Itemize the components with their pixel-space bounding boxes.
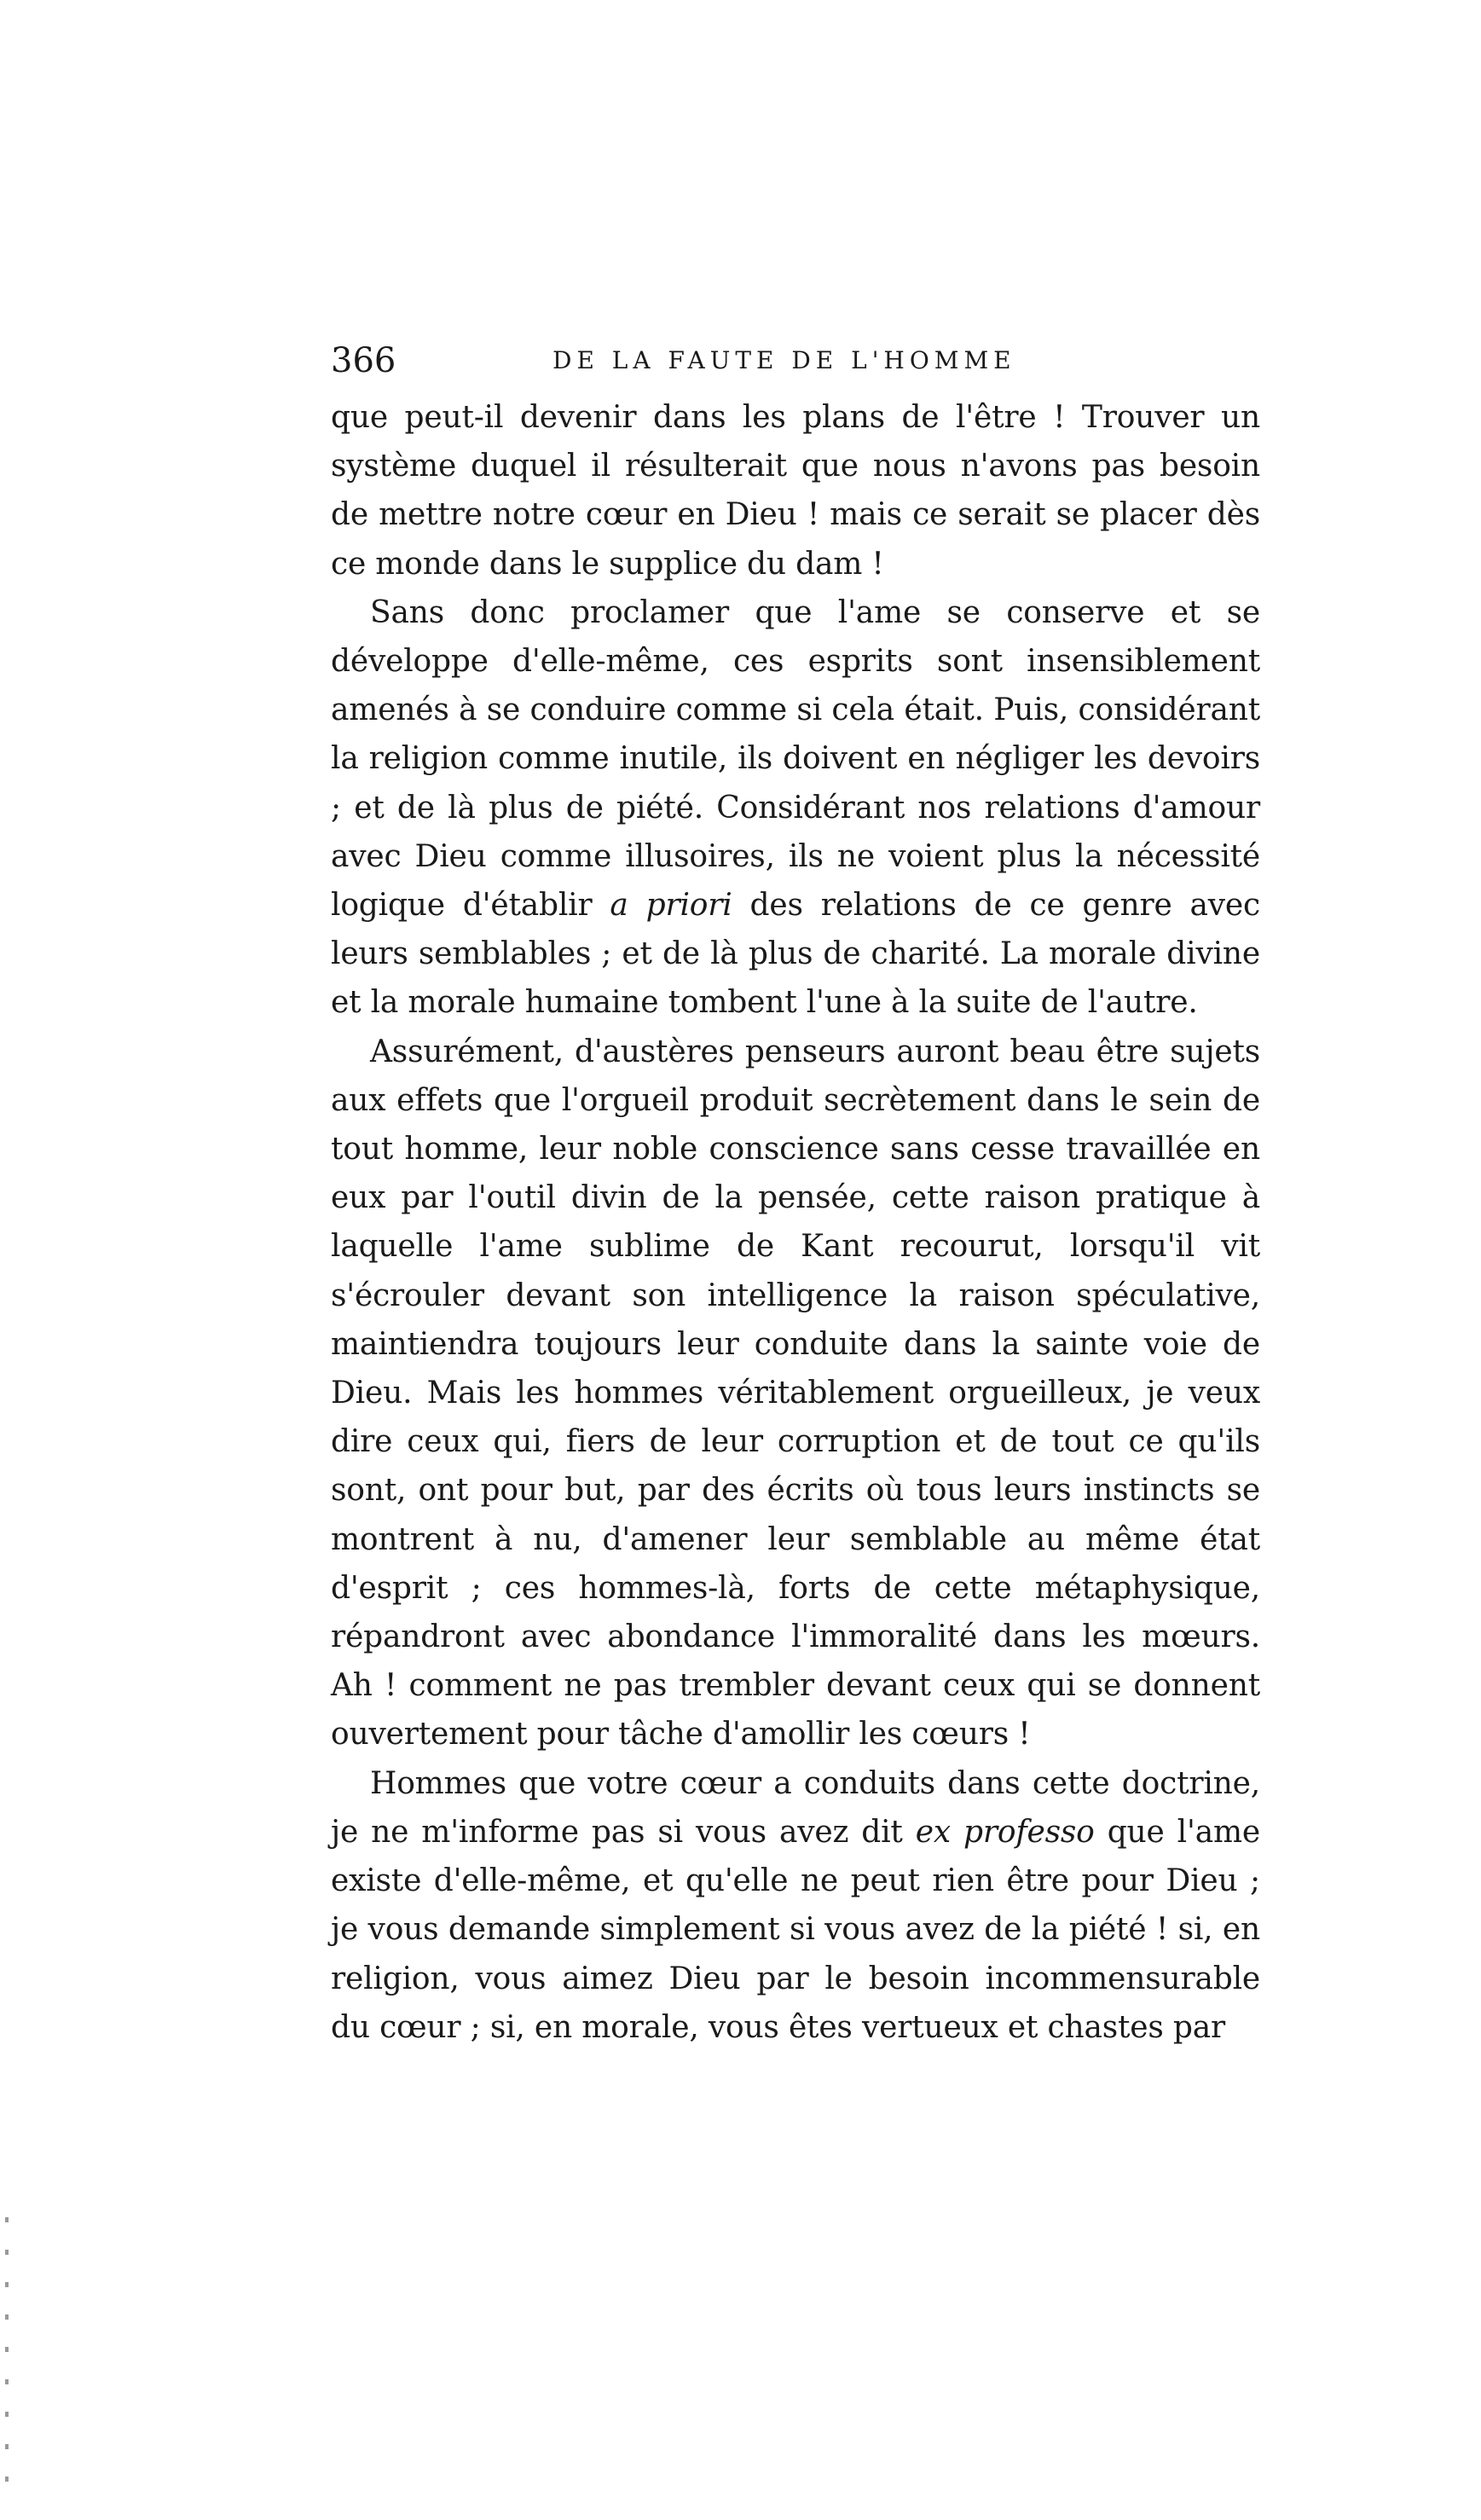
paragraph-4 bbox=[331, 1759, 1260, 2052]
paragraph-4-italic: ex professo bbox=[915, 1814, 1095, 1850]
running-head: DE LA FAUTE DE L'HOMME bbox=[552, 346, 1016, 374]
paragraph-2-after: des relations de ce genre avec leurs semblables ; et de là plus de charité. La morale divine et la morale humaine tombent l'une à la suite de l'autre. bbox=[331, 888, 1260, 1021]
paragraph-3 bbox=[331, 1028, 1260, 1759]
page-number: 366 bbox=[331, 341, 396, 380]
paragraph-4-text: Hommes que votre cœur a conduits dans cette doctrine, je ne m'informe pas si vous avez dit bbox=[331, 1765, 1260, 1850]
paragraph-1 bbox=[331, 393, 1260, 588]
paragraph-2 bbox=[331, 588, 1260, 1028]
scan-margin-mark bbox=[5, 2217, 9, 2507]
body-text bbox=[331, 393, 1260, 2052]
paragraph-1-text: que peut-il devenir dans les plans de l'être ! Trouver un système duquel il résulterait que nous n'avons pas besoin de mettre notre cœur en Dieu ! mais ce serait se placer dès ce monde dans le supplice du dam ! bbox=[331, 400, 1260, 582]
paragraph-4-after: que l'ame existe d'elle-même, et qu'elle ne peut rien être pour Dieu ; je vous demande simplement si vous avez de la piété ! si, en religion, vous aimez Dieu par le besoin incommensurable du cœur ; si, en morale, vous êtes vertueux et chastes par bbox=[331, 1814, 1260, 2045]
paragraph-2-text: Sans donc proclamer que l'ame se conserve et se développe d'elle-même, ces esprits sont insensiblement amenés à se conduire comme si cela était. Puis, considérant la religion comme inutile, ils doivent en négliger les devoirs ; et de là plus de piété. Considérant nos relations d'amour avec Dieu comme illusoires, ils ne voient plus la nécessité logique d'établir bbox=[331, 594, 1260, 924]
paragraph-3-text: Assurément, d'austères penseurs auront beau être sujets aux effets que l'orgueil produit secrètement dans le sein de tout homme, leur noble conscience sans cesse travaillée en eux par l'outil divin de la pensée, cette raison pratique à laquelle l'ame sublime de Kant recourut, lorsqu'il vit s'écrouler devant son intelligence la raison spéculative, maintiendra toujours leur conduite dans la sainte voie de Dieu. Mais les hommes véritablement orgueilleux, je veux dire ceux qui, fiers de leur corruption et de tout ce qu'ils sont, ont pour but, par des écrits où tous leurs instincts se montrent à nu, d'amener leur semblable au même état d'esprit ; ces hommes-là, forts de cette métaphysique, répandront avec abondance l'immoralité dans les mœurs. Ah ! comment ne pas trembler devant ceux qui se donnent ouvertement pour tâche d'amollir les cœurs ! bbox=[331, 1034, 1260, 1752]
paragraph-2-italic: a priori bbox=[610, 888, 732, 924]
page-header bbox=[331, 341, 1260, 385]
